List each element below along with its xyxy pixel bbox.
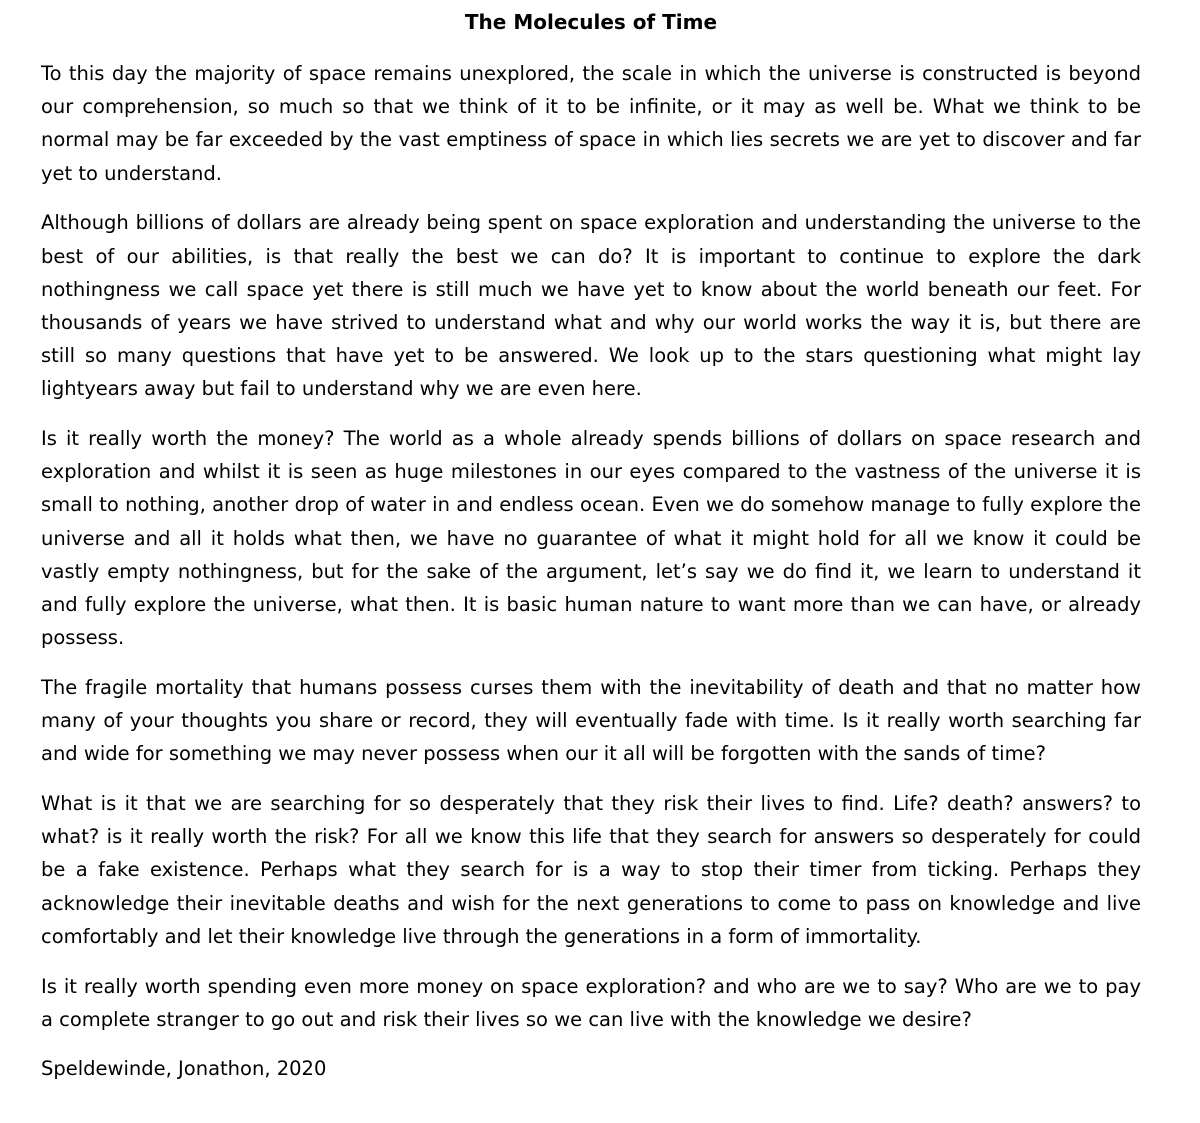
author-signature: Speldewinde, Jonathon, 2020 — [41, 1057, 327, 1081]
paragraph-4: The fragile mortality that humans possess curses them with the inevitability of death and that no matter how many of your thoughts you share or record, they will eventually fade with time. Is it really worth searching far and wide for something we may never possess when our it all will be forgotten with the sands of time? — [41, 675, 1141, 766]
paragraph-3: Is it really worth the money? The world as a whole already spends billions of dollars on space research and exploration and whilst it is seen as huge milestones in our eyes compared to the vastness of the universe it is small to nothing, another drop of water in and endless ocean. Even we do somehow manage to fully explore the universe and all it holds what then, we have no guarantee of what it might hold for all we know it could be vastly empty nothingness, but for the sake of the argument, let’s say we do find it, we learn to understand it and fully explore the universe, what then. It is basic human nature to want more than we can have, or already possess. — [41, 427, 1141, 650]
document-page — [41, 0, 1141, 1086]
document-title: The Molecules of Time — [464, 10, 718, 34]
paragraph-1: To this day the majority of space remains unexplored, the scale in which the universe is constructed is beyond our comprehension, so much so that we think of it to be infinite, or it may as well be. What we think to be normal may be far exceeded by the vast emptiness of space in which lies secrets we are yet to discover and far yet to understand. — [41, 62, 1141, 185]
paragraph-6: Is it really worth spending even more money on space exploration? and who are we to say? Who are we to pay a complete stranger to go out and risk their lives so we can live with the knowledge we desire? — [41, 974, 1141, 1031]
paragraph-2: Although billions of dollars are already being spent on space exploration and understanding the universe to the best of our abilities, is that really the best we can do? It is important to continue to explore the dark nothingness we call space yet there is still much we have yet to know about the world beneath our feet. For thousands of years we have strived to understand what and why our world works the way it is, but there are still so many questions that have yet to be answered. We look up to the stars questioning what might lay lightyears away but fail to understand why we are even here. — [41, 211, 1141, 401]
paragraph-5: What is it that we are searching for so desperately that they risk their lives to find. Life? death? answers? to what? is it really worth the risk? For all we know this life that they search for answers so desperately for could be a fake existence. Perhaps what they search for is a way to stop their timer from ticking. Perhaps they acknowledge their inevitable deaths and wish for the next generations to come to pass on knowledge and live comfortably and let their knowledge live through the generations in a form of immortality. — [41, 792, 1141, 948]
